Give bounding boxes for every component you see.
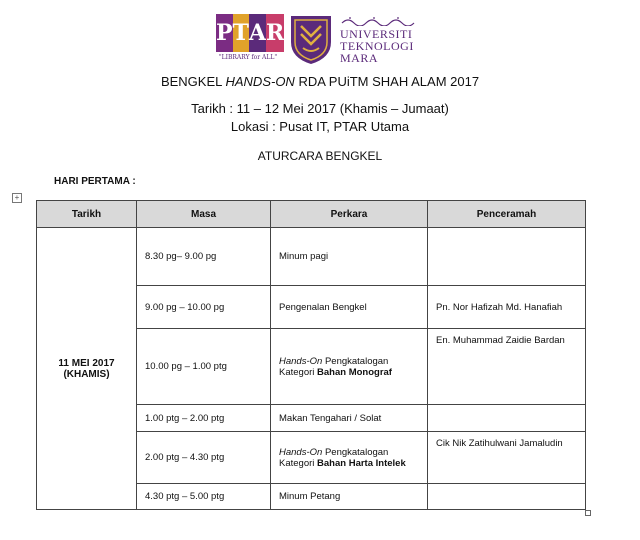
- column-header: Penceramah: [428, 201, 586, 228]
- column-header: Masa: [137, 201, 271, 228]
- masa-cell: 2.00 ptg – 4.30 ptg: [137, 432, 271, 484]
- table-resize-handle[interactable]: [585, 510, 591, 516]
- ptar-logo: [216, 12, 285, 64]
- uitm-wordmark: [340, 16, 430, 64]
- document-title: BENGKEL HANDS-ON RDA PUiTM SHAH ALAM 2017: [160, 74, 480, 89]
- date-cell: 11 MEI 2017 (KHAMIS): [37, 228, 137, 510]
- location-line: Lokasi : Pusat IT, PTAR Utama: [230, 119, 410, 134]
- uitm-line: TEKNOLOGI: [340, 39, 414, 53]
- perkara-cell: Minum pagi: [271, 228, 428, 286]
- penceramah-cell: En. Muhammad Zaidie Bardan: [428, 329, 586, 405]
- date-line: Tarikh : 11 – 12 Mei 2017 (Khamis – Jumaat): [191, 101, 449, 116]
- column-header: Tarikh: [37, 201, 137, 228]
- day-label: HARI PERTAMA :: [54, 176, 136, 187]
- perkara-cell: Hands-On Pengkatalogan Kategori Bahan Harta Intelek: [271, 432, 428, 484]
- masa-cell: 1.00 ptg – 2.00 ptg: [137, 405, 271, 432]
- column-header: Perkara: [271, 201, 428, 228]
- masa-cell: 10.00 pg – 1.00 ptg: [137, 329, 271, 405]
- agenda-table: [36, 200, 586, 510]
- ptar-letter: R: [266, 14, 284, 52]
- penceramah-cell: [428, 228, 586, 286]
- uitm-line: MARA: [340, 51, 379, 65]
- uitm-line: UNIVERSITI: [340, 27, 413, 41]
- penceramah-cell: Cik Nik Zatihulwani Jamaludin: [428, 432, 586, 484]
- penceramah-cell: [428, 405, 586, 432]
- perkara-cell: Hands-On Pengkatalogan Kategori Bahan Monograf: [271, 329, 428, 405]
- penceramah-cell: Pn. Nor Hafizah Md. Hanafiah: [428, 286, 586, 329]
- table-move-handle-icon[interactable]: +: [12, 193, 22, 203]
- perkara-cell: Pengenalan Bengkel: [271, 286, 428, 329]
- uitm-crest-icon: [287, 12, 335, 66]
- ptar-tagline: "LIBRARY for ALL": [218, 54, 278, 61]
- penceramah-cell: [428, 484, 586, 510]
- table-header-row: [37, 201, 586, 228]
- masa-cell: 8.30 pg– 9.00 pg: [137, 228, 271, 286]
- masa-cell: 4.30 ptg – 5.00 ptg: [137, 484, 271, 510]
- logo-bar: [0, 12, 640, 64]
- masa-cell: 9.00 pg – 10.00 pg: [137, 286, 271, 329]
- perkara-cell: Minum Petang: [271, 484, 428, 510]
- ptar-letter: A: [249, 14, 266, 52]
- perkara-cell: Makan Tengahari / Solat: [271, 405, 428, 432]
- table-row: [37, 228, 586, 286]
- ptar-letter: T: [233, 14, 249, 52]
- agenda-title: ATURCARA BENGKEL: [257, 149, 383, 163]
- ptar-letter: P: [216, 14, 233, 52]
